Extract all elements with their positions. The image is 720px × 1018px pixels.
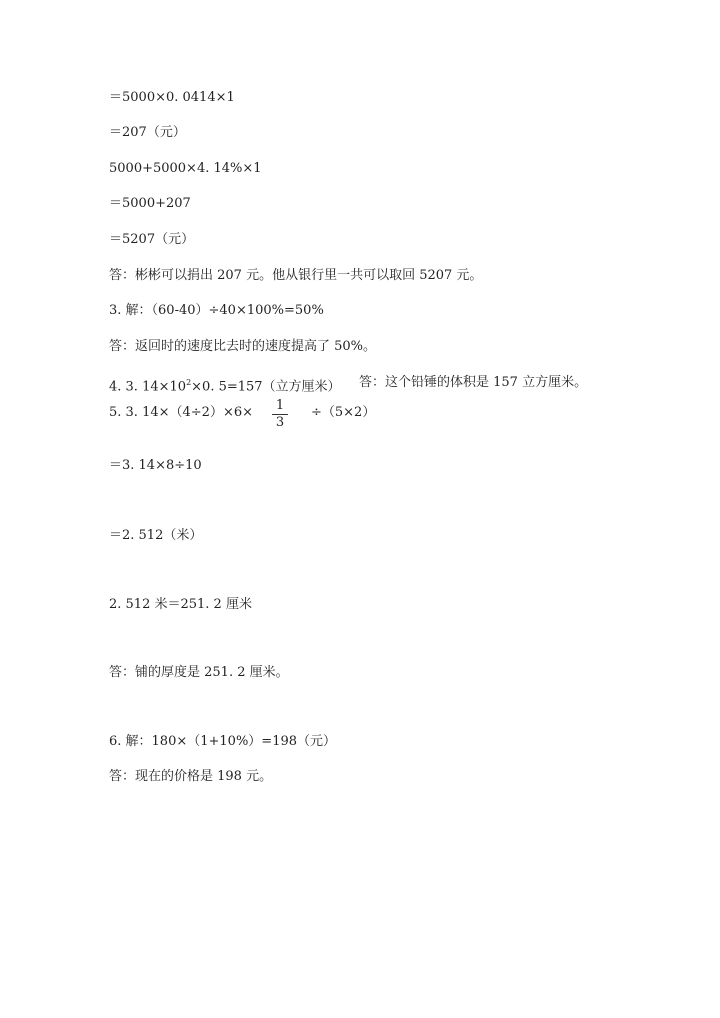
- equation-line: ＝5000×0. 0414×1: [109, 90, 235, 105]
- answer-line: 答：铺的厚度是 251. 2 厘米。: [109, 665, 289, 680]
- equation-line: ＝5207（元）: [109, 232, 195, 247]
- equation-line: ＝3. 14×8÷10: [109, 458, 202, 473]
- answer-line: 答：这个铅锤的体积是 157 立方厘米。: [359, 375, 588, 390]
- solution-line-4: [109, 374, 341, 396]
- fraction: [272, 399, 288, 430]
- fraction-denominator: 3: [275, 415, 285, 430]
- answer-line: 答：返回时的速度比去时的速度提高了 50%。: [109, 339, 377, 354]
- solution-line: 3. 解：（60-40）÷40×100%=50%: [109, 303, 324, 318]
- fraction-numerator: 1: [275, 398, 285, 413]
- exponent: 2: [186, 378, 192, 387]
- equation-line: ＝2. 512（米）: [109, 528, 203, 543]
- solution-line-5-start: 5. 3. 14×（4÷2）×6×: [109, 405, 253, 420]
- equation-line: ＝5000+207: [109, 196, 191, 211]
- equation-line: ＝207（元）: [109, 125, 186, 140]
- answer-line: 答：彬彬可以捐出 207 元。他从银行里一共可以取回 5207 元。: [109, 268, 483, 283]
- equation-line: 5000+5000×4. 14%×1: [109, 161, 262, 176]
- answer-line: 答：现在的价格是 198 元。: [109, 769, 273, 784]
- conversion-line: 2. 512 米＝251. 2 厘米: [109, 597, 252, 612]
- solution-line: 6. 解：180×（1+10%）=198（元）: [109, 734, 337, 749]
- solution-line-5-end: ÷（5×2）: [311, 405, 376, 420]
- solution-4-part-1: 4. 3. 14×10: [109, 379, 187, 395]
- solution-4-part-2: ×0. 5=157（立方厘米）: [191, 379, 341, 395]
